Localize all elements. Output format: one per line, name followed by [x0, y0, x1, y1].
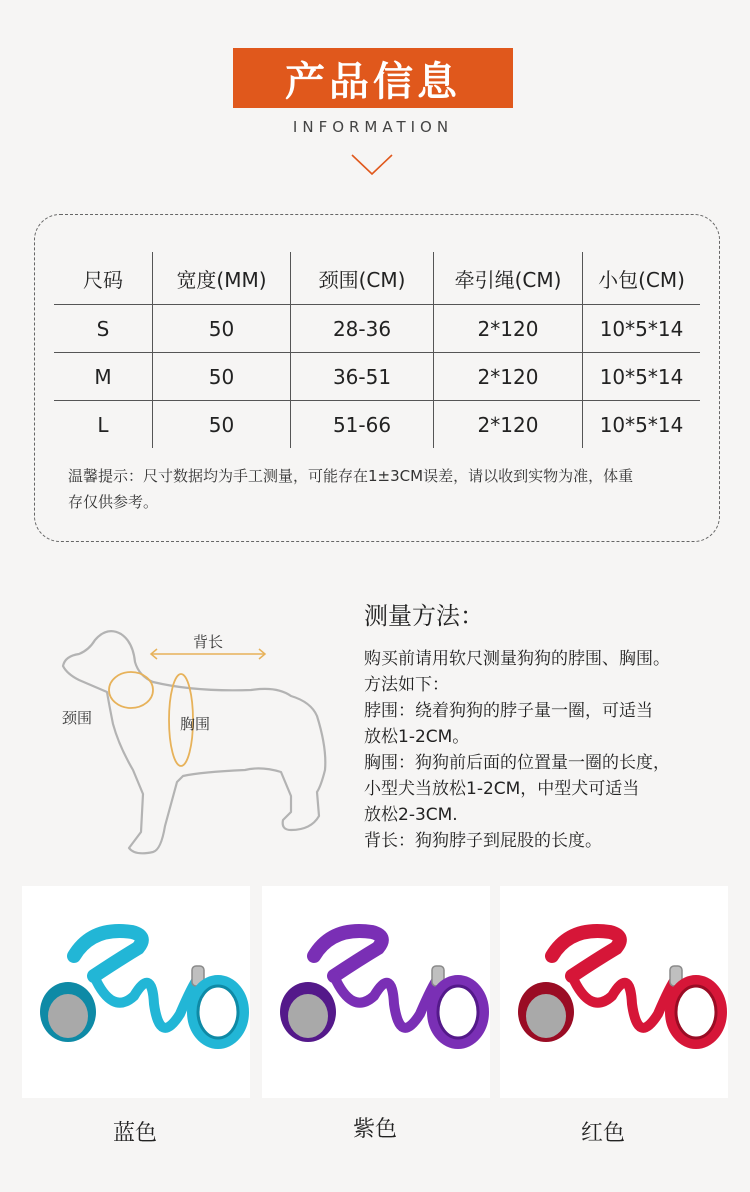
- color-label-blue: 蓝色: [112, 1121, 157, 1146]
- instruction-line: 小型犬当放松1-2CM，中型犬可适当: [364, 779, 640, 799]
- dog-diagram: [55, 620, 345, 865]
- size-note: [68, 463, 698, 515]
- note-line: 存仅供参考。: [68, 493, 159, 511]
- column-header: 宽度(MM): [153, 252, 291, 305]
- instruction-line: 背长：狗狗脖子到屁股的长度。: [364, 831, 602, 851]
- page-title: 产品信息: [233, 48, 513, 108]
- color-label-red: 红色: [580, 1121, 625, 1146]
- dog-outline: [63, 631, 325, 853]
- table-cell: 50: [153, 401, 291, 449]
- back-length-label: 背长: [193, 633, 224, 651]
- instruction-line: 脖围：绕着狗狗的脖子量一圈，可适当: [364, 701, 653, 721]
- table-cell: 36-51: [291, 353, 434, 401]
- pouch-mesh: [526, 994, 566, 1038]
- table-cell: 28-36: [291, 305, 434, 353]
- table-row: [54, 401, 700, 449]
- table-cell: L: [97, 412, 109, 437]
- column-header: 小包(CM): [583, 252, 701, 305]
- collar-padding: [676, 986, 716, 1038]
- table-cell: 10*5*14: [583, 305, 701, 353]
- neck-measure-ring: [109, 672, 153, 708]
- column-header: 牵引绳(CM): [434, 252, 583, 305]
- table-cell: 50: [153, 305, 291, 353]
- collar-padding: [438, 986, 478, 1038]
- table-cell: 10*5*14: [583, 401, 701, 449]
- column-header: 颈围(CM): [291, 252, 434, 305]
- leash-strap: [94, 976, 198, 1028]
- table-cell: M: [54, 353, 153, 401]
- leash-strap: [572, 976, 676, 1028]
- table-cell: 10*5*14: [583, 353, 701, 401]
- neck-label: 颈围: [62, 709, 93, 727]
- table-cell: S: [54, 305, 153, 353]
- table-cell: 2*120: [434, 305, 583, 353]
- table-cell: 50: [153, 353, 291, 401]
- collar-padding: [198, 986, 238, 1038]
- page-subtitle: INFORMATION: [292, 118, 454, 136]
- measure-instructions: [364, 646, 734, 854]
- instruction-line: 放松2-3CM.: [364, 805, 458, 825]
- table-row: [54, 305, 700, 353]
- leash-handle: [552, 931, 620, 976]
- table-cell: 51-66: [291, 401, 434, 449]
- color-label-purple: 紫色: [352, 1117, 397, 1142]
- instruction-line: 方法如下：: [364, 675, 449, 695]
- collar: [432, 980, 484, 1044]
- collar: [192, 980, 244, 1044]
- chest-label: 胸围: [180, 715, 211, 733]
- note-line: 温馨提示：尺寸数据均为手工测量，可能存在1±3CM误差，请以收到实物为准，体重: [68, 467, 634, 485]
- column-header: 尺码: [54, 252, 153, 305]
- table-header-row: [54, 252, 700, 305]
- leash-handle: [314, 931, 382, 976]
- measure-title: 测量方法：: [364, 602, 484, 630]
- collar: [670, 980, 722, 1044]
- product-image-red: [500, 886, 728, 1098]
- instruction-line: 胸围：狗狗前后面的位置量一圈的长度，: [364, 753, 670, 773]
- table-cell: 2*120: [434, 353, 583, 401]
- pouch-mesh: [48, 994, 88, 1038]
- pouch-mesh: [288, 994, 328, 1038]
- instruction-line: 购买前请用软尺测量狗狗的脖围、胸围。: [364, 649, 670, 669]
- leash-handle: [74, 931, 142, 976]
- product-image-purple: [262, 886, 490, 1098]
- table-cell: 2*120: [434, 401, 583, 449]
- size-table: [54, 252, 700, 448]
- instruction-line: 放松1-2CM。: [364, 727, 470, 747]
- table-row: [54, 353, 700, 401]
- leash-strap: [334, 976, 438, 1028]
- chevron-down-icon: [350, 152, 394, 178]
- product-image-blue: [22, 886, 250, 1098]
